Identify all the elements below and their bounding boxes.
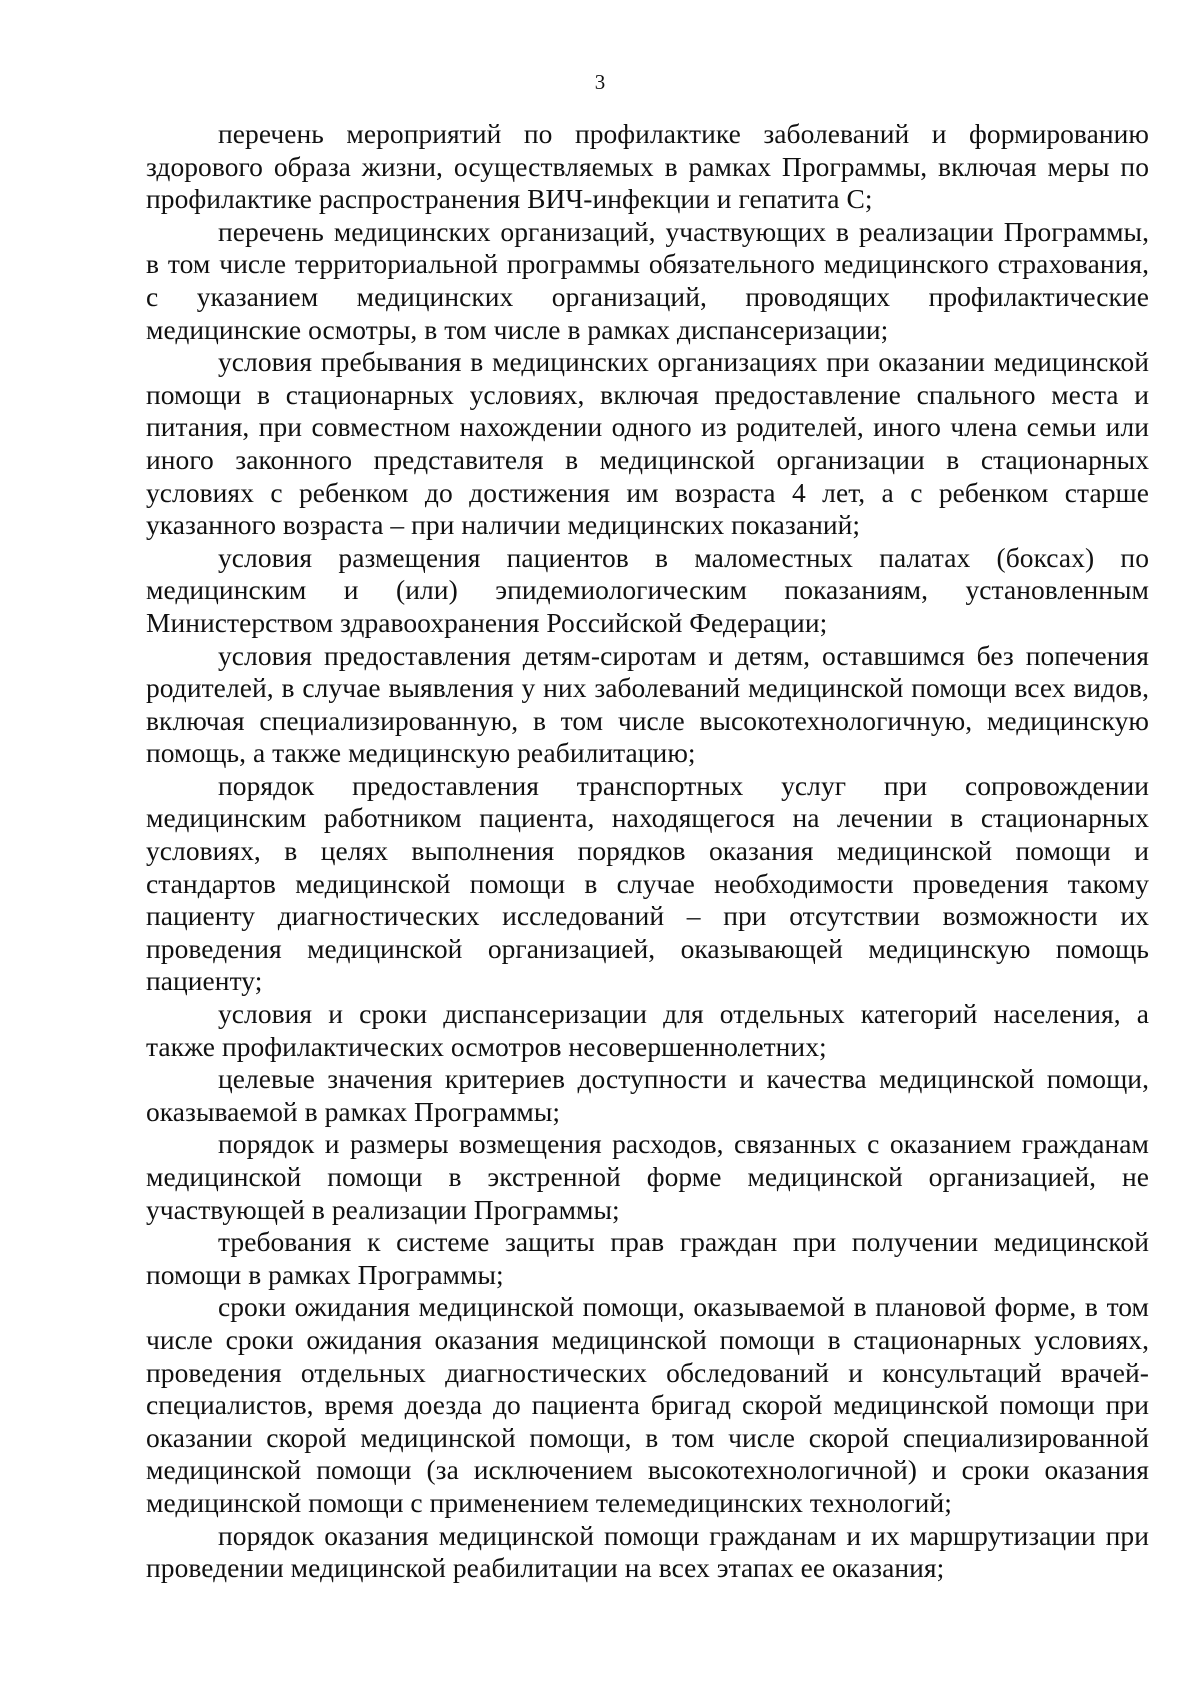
paragraph: сроки ожидания медицинской помощи, оказываемой в плановой форме, в том числе сроки ожидания оказания медицинской помощи в стационарных условиях, проведения отдельных диагностических обследований и консультаций врачей-специалистов, время доезда до пациента бригад скорой медицинской помощи при оказании скорой медицинской помощи, в том числе скорой специализированной медицинской помощи (за исключением высокотехнологичной) и сроки оказания медицинской помощи с применением телемедицинских технологий; (146, 1291, 1149, 1518)
paragraph: условия пребывания в медицинских организациях при оказании медицинской помощи в стационарных условиях, включая предоставление спального места и питания, при совместном нахождении одного из родителей, иного члена семьи или иного законного представителя в медицинской организации в стационарных условиях с ребенком до достижения им возраста 4 лет, а с ребенком старше указанного возраста – при наличии медицинских показаний; (146, 346, 1149, 541)
paragraph: перечень мероприятий по профилактике заболеваний и формированию здорового образа жизни, осуществляемых в рамках Программы, включая меры по профилактике распространения ВИЧ-инфекции и гепатита С; (146, 118, 1149, 215)
paragraph: перечень медицинских организаций, участвующих в реализации Программы, в том числе территориальной программы обязательного медицинского страхования, с указанием медицинских организаций, проводящих профилактические медицинские осмотры, в том числе в рамках диспансеризации; (146, 215, 1149, 345)
page-number: 3 (594, 70, 606, 94)
paragraph: условия размещения пациентов в маломестных палатах (боксах) по медицинским и (или) эпидемиологическим показаниям, установленным Министерством здравоохранения Российской Федерации; (146, 541, 1149, 638)
paragraph: порядок и размеры возмещения расходов, связанных с оказанием гражданам медицинской помощи в экстренной форме медицинской организацией, не участвующей в реализации Программы; (146, 1128, 1149, 1225)
paragraph: условия и сроки диспансеризации для отдельных категорий населения, а также профилактических осмотров несовершеннолетних; (146, 998, 1149, 1062)
paragraph: порядок оказания медицинской помощи гражданам и их маршрутизации при проведении медицинской реабилитации на всех этапах ее оказания; (146, 1519, 1149, 1584)
paragraph: целевые значения критериев доступности и качества медицинской помощи, оказываемой в рамках Программы; (146, 1063, 1149, 1127)
paragraph: требования к системе защиты прав граждан при получении медицинской помощи в рамках Программы; (146, 1226, 1149, 1290)
document-body (146, 118, 1149, 1585)
paragraph: порядок предоставления транспортных услуг при сопровождении медицинским работником пациента, находящегося на лечении в стационарных условиях, в целях выполнения порядков оказания медицинской помощи и стандартов медицинской помощи в случае необходимости проведения такому пациенту диагностических исследований – при отсутствии возможности их проведения медицинской организацией, оказывающей медицинскую помощь пациенту; (146, 769, 1149, 997)
paragraph: условия предоставления детям-сиротам и детям, оставшимся без попечения родителей, в случае выявления у них заболеваний медицинской помощи всех видов, включая специализированную, в том числе высокотехнологичную, медицинскую помощь, а также медицинскую реабилитацию; (146, 639, 1149, 769)
